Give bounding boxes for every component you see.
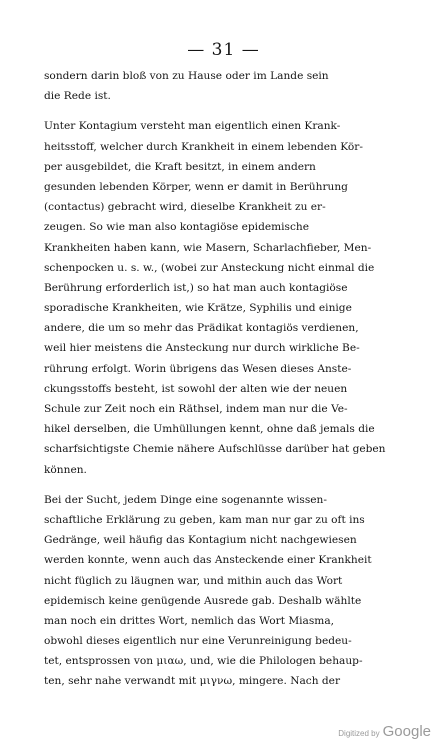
text-line: hikel derselben, die Umhüllungen kennt, ohne daß jemals die [44,423,375,436]
text-line: gesunden lebenden Körper, wenn er damit in Berührung [44,180,348,193]
text-line: heitsstoff, welcher durch Krankheit in einem lebenden Kör- [44,140,363,153]
body-text [44,66,386,692]
page-number: — 31 — [187,40,260,60]
text-line: Bei der Sucht, jedem Dinge eine sogenannte wissen- [44,493,327,506]
paragraph [44,66,386,106]
text-line: ckungsstoffs besteht, ist sowohl der alten wie der neuen [44,382,348,395]
text-line: die Rede ist. [44,90,111,103]
paragraph [44,116,386,479]
text-line: Berührung erforderlich ist,) so hat man auch kontagiöse [44,281,348,294]
text-line: werden konnte, wenn auch das Ansteckende einer Krankheit [44,554,372,567]
text-line: nicht füglich zu läugnen war, und mithin auch das Wort [44,574,343,587]
watermark-google-logo: Google [382,723,431,740]
watermark-small-text: Digitized by [338,729,380,738]
text-line: ten, sehr nahe verwandt mit μιγνω, mingere. Nach der [44,675,341,688]
text-line: man noch ein drittes Wort, nemlich das Wort Miasma, [44,614,335,627]
text-line: Gedränge, weil häufig das Kontagium nicht nachgewiesen [44,534,357,547]
paragraph-gap [44,480,386,490]
text-line: Unter Kontagium versteht man eigentlich einen Krank- [44,120,341,133]
text-line: sondern darin bloß von zu Hause oder im Lande sein [44,70,329,82]
text-line: Schule zur Zeit noch ein Räthsel, indem man nur die Ve- [44,403,348,415]
text-line: tet, entsprossen von μιαω, und, wie die Philologen behaup- [44,655,363,668]
text-line: (contactus) gebracht wird, dieselbe Krankheit zu er- [44,201,326,214]
text-line: Krankheiten haben kann, wie Masern, Scharlachfieber, Men- [44,241,372,254]
digitization-watermark [338,723,431,741]
text-line: per ausgebildet, die Kraft besitzt, in einem andern [44,160,316,173]
text-line: scharfsichtigste Chemie nähere Aufschlüsse darüber hat geben [44,443,386,456]
paragraph [44,490,386,692]
text-line: sporadische Krankheiten, wie Krätze, Syphilis und einige [44,302,352,315]
text-line: epidemisch keine genügende Ausrede gab. Deshalb wählte [44,594,362,607]
text-line: zeugen. So wie man also kontagiöse epidemische [44,221,310,234]
text-line: schaftliche Erklärung zu geben, kam man nur gar zu oft ins [44,513,365,526]
text-line: obwohl dieses eigentlich nur eine Verunreinigung bedeu- [44,635,352,648]
text-line: andere, die um so mehr das Prädikat kontagiös verdienen, [44,322,359,335]
paragraph-gap [44,106,386,116]
text-line: können. [44,463,87,476]
text-line: weil hier meistens die Ansteckung nur durch wirkliche Be- [44,342,360,355]
text-line: rührung erfolgt. Worin übrigens das Wesen dieses Anste- [44,362,352,375]
text-line: schenpocken u. s. w., (wobei zur Ansteckung nicht einmal die [44,261,375,274]
